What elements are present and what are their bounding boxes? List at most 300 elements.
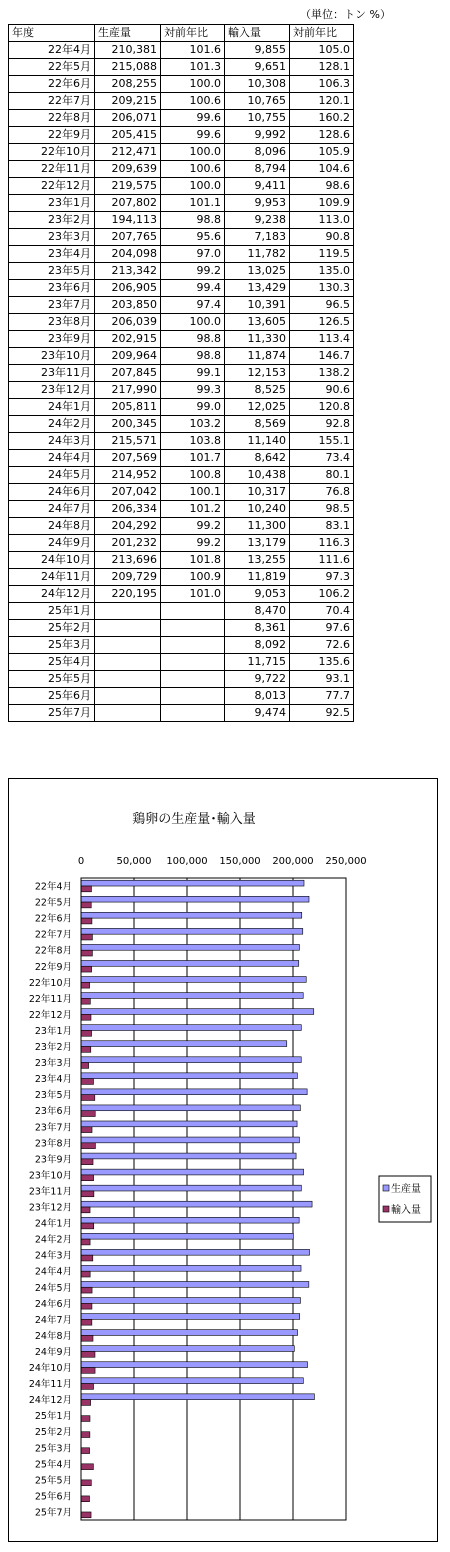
cell-import: 11,819 bbox=[225, 569, 290, 586]
bar-import bbox=[81, 902, 91, 908]
bar-import bbox=[81, 998, 90, 1004]
cell-import: 8,642 bbox=[225, 450, 290, 467]
cell-production: 207,042 bbox=[95, 484, 161, 501]
table-row bbox=[9, 671, 354, 688]
cell-period: 23年11月 bbox=[9, 365, 95, 382]
cell-production-yoy bbox=[161, 671, 225, 688]
category-label: 23年11月 bbox=[28, 1186, 72, 1198]
cell-import-yoy: 116.3 bbox=[290, 535, 354, 552]
cell-import: 9,855 bbox=[225, 42, 290, 59]
bar-import bbox=[81, 1191, 94, 1197]
category-label: 24年5月 bbox=[34, 1282, 72, 1294]
table-row bbox=[9, 535, 354, 552]
cell-period: 22年10月 bbox=[9, 144, 95, 161]
bar-import bbox=[81, 982, 90, 988]
cell-import-yoy: 105.9 bbox=[290, 144, 354, 161]
bar-import bbox=[81, 1448, 90, 1454]
cell-production: 206,071 bbox=[95, 110, 161, 127]
chart-title: 鶏卵の生産量･輸入量 bbox=[132, 812, 256, 827]
cell-production-yoy: 101.6 bbox=[161, 42, 225, 59]
bar-import bbox=[81, 1014, 91, 1020]
header-import-yoy: 対前年比 bbox=[290, 25, 354, 42]
bar-import bbox=[81, 1063, 89, 1069]
cell-period: 24年11月 bbox=[9, 569, 95, 586]
cell-import-yoy: 120.8 bbox=[290, 399, 354, 416]
cell-import: 8,361 bbox=[225, 620, 290, 637]
bar-import bbox=[81, 1079, 93, 1085]
cell-production-yoy: 103.8 bbox=[161, 433, 225, 450]
bar-production bbox=[81, 1185, 301, 1191]
cell-import: 9,053 bbox=[225, 586, 290, 603]
cell-import-yoy: 106.3 bbox=[290, 76, 354, 93]
table-header-row bbox=[9, 25, 354, 42]
table-row bbox=[9, 620, 354, 637]
table-row bbox=[9, 705, 354, 722]
cell-import: 10,240 bbox=[225, 501, 290, 518]
category-label: 22年12月 bbox=[28, 1009, 72, 1021]
cell-import: 13,605 bbox=[225, 314, 290, 331]
cell-production: 206,905 bbox=[95, 280, 161, 297]
category-label: 24年9月 bbox=[34, 1346, 72, 1358]
bar-production bbox=[81, 1009, 314, 1015]
category-label: 22年6月 bbox=[34, 913, 72, 925]
cell-import: 8,525 bbox=[225, 382, 290, 399]
cell-production: 194,113 bbox=[95, 212, 161, 229]
cell-import: 8,096 bbox=[225, 144, 290, 161]
table-row bbox=[9, 314, 354, 331]
cell-production-yoy: 101.7 bbox=[161, 450, 225, 467]
cell-import: 7,183 bbox=[225, 229, 290, 246]
bar-import bbox=[81, 1496, 89, 1502]
category-label: 23年6月 bbox=[34, 1106, 72, 1118]
bar-production bbox=[81, 1025, 301, 1031]
category-label: 22年4月 bbox=[34, 881, 72, 893]
cell-production: 202,915 bbox=[95, 331, 161, 348]
bar-import bbox=[81, 1287, 92, 1293]
cell-production bbox=[95, 688, 161, 705]
cell-import: 10,308 bbox=[225, 76, 290, 93]
table-row bbox=[9, 586, 354, 603]
cell-production-yoy: 100.8 bbox=[161, 467, 225, 484]
cell-production: 220,195 bbox=[95, 586, 161, 603]
bar-production bbox=[81, 1153, 296, 1159]
cell-period: 22年5月 bbox=[9, 59, 95, 76]
cell-import-yoy: 72.6 bbox=[290, 637, 354, 654]
cell-import-yoy: 92.8 bbox=[290, 416, 354, 433]
cell-period: 23年4月 bbox=[9, 246, 95, 263]
cell-production-yoy: 100.6 bbox=[161, 161, 225, 178]
category-label: 25年3月 bbox=[34, 1443, 72, 1455]
cell-period: 24年8月 bbox=[9, 518, 95, 535]
table-row bbox=[9, 178, 354, 195]
category-label: 22年5月 bbox=[34, 897, 72, 909]
cell-import: 13,179 bbox=[225, 535, 290, 552]
table-row bbox=[9, 654, 354, 671]
cell-production-yoy: 99.2 bbox=[161, 518, 225, 535]
cell-period: 24年12月 bbox=[9, 586, 95, 603]
cell-period: 22年9月 bbox=[9, 127, 95, 144]
category-label: 24年8月 bbox=[34, 1330, 72, 1342]
x-tick-label: 0 bbox=[77, 856, 85, 867]
category-label: 23年3月 bbox=[34, 1058, 72, 1070]
bar-production bbox=[81, 1362, 308, 1368]
legend-swatch-production bbox=[383, 1185, 389, 1191]
legend-label-import: 輸入量 bbox=[391, 1205, 421, 1216]
cell-import-yoy: 135.6 bbox=[290, 654, 354, 671]
cell-period: 24年2月 bbox=[9, 416, 95, 433]
cell-period: 23年6月 bbox=[9, 280, 95, 297]
cell-production: 206,039 bbox=[95, 314, 161, 331]
bar-import bbox=[81, 1480, 91, 1486]
cell-import-yoy: 98.5 bbox=[290, 501, 354, 518]
table-row bbox=[9, 93, 354, 110]
cell-import-yoy: 70.4 bbox=[290, 603, 354, 620]
cell-period: 24年3月 bbox=[9, 433, 95, 450]
bar-layer bbox=[81, 880, 314, 1518]
bar-production bbox=[81, 944, 299, 950]
bar-production bbox=[81, 1249, 310, 1255]
cell-production-yoy: 100.6 bbox=[161, 93, 225, 110]
table-row bbox=[9, 433, 354, 450]
cell-production: 207,765 bbox=[95, 229, 161, 246]
bar-import bbox=[81, 1239, 90, 1245]
cell-import-yoy: 138.2 bbox=[290, 365, 354, 382]
category-label: 23年9月 bbox=[34, 1154, 72, 1166]
x-tick-label: 250,000 bbox=[325, 856, 367, 867]
header-production-yoy: 対前年比 bbox=[161, 25, 225, 42]
category-label: 23年12月 bbox=[28, 1202, 72, 1214]
cell-period: 24年6月 bbox=[9, 484, 95, 501]
cell-production-yoy: 101.1 bbox=[161, 195, 225, 212]
table-row bbox=[9, 518, 354, 535]
table-row bbox=[9, 450, 354, 467]
table-row bbox=[9, 212, 354, 229]
cell-import-yoy: 120.1 bbox=[290, 93, 354, 110]
cell-import-yoy: 97.3 bbox=[290, 569, 354, 586]
bar-production bbox=[81, 1041, 287, 1047]
cell-period: 23年2月 bbox=[9, 212, 95, 229]
cell-period: 22年8月 bbox=[9, 110, 95, 127]
cell-import-yoy: 126.5 bbox=[290, 314, 354, 331]
cell-period: 24年4月 bbox=[9, 450, 95, 467]
table-row bbox=[9, 399, 354, 416]
cell-import: 11,874 bbox=[225, 348, 290, 365]
table-row bbox=[9, 382, 354, 399]
bar-production bbox=[81, 1265, 301, 1271]
cell-import: 10,391 bbox=[225, 297, 290, 314]
bar-production bbox=[81, 1105, 300, 1111]
category-label: 22年11月 bbox=[28, 993, 72, 1005]
cell-import-yoy: 113.0 bbox=[290, 212, 354, 229]
cell-period: 23年9月 bbox=[9, 331, 95, 348]
cell-production-yoy bbox=[161, 654, 225, 671]
category-label: 25年1月 bbox=[34, 1411, 72, 1423]
bar-import bbox=[81, 1111, 95, 1117]
cell-production: 205,415 bbox=[95, 127, 161, 144]
bar-production bbox=[81, 977, 306, 983]
cell-import-yoy: 73.4 bbox=[290, 450, 354, 467]
cell-import: 8,013 bbox=[225, 688, 290, 705]
bar-production bbox=[81, 993, 303, 999]
unit-note: （単位：トン %） bbox=[300, 8, 391, 21]
cell-production-yoy: 101.0 bbox=[161, 586, 225, 603]
bar-production bbox=[81, 1121, 297, 1127]
cell-import: 9,992 bbox=[225, 127, 290, 144]
bar-import bbox=[81, 1159, 93, 1165]
table-row bbox=[9, 484, 354, 501]
cell-production-yoy: 98.8 bbox=[161, 348, 225, 365]
cell-import-yoy: 106.2 bbox=[290, 586, 354, 603]
cell-production: 209,215 bbox=[95, 93, 161, 110]
cell-import-yoy: 135.0 bbox=[290, 263, 354, 280]
cell-import-yoy: 155.1 bbox=[290, 433, 354, 450]
x-tick-label: 100,000 bbox=[166, 856, 208, 867]
bar-import bbox=[81, 950, 92, 956]
cell-production: 219,575 bbox=[95, 178, 161, 195]
cell-production: 204,292 bbox=[95, 518, 161, 535]
header-import: 輸入量 bbox=[225, 25, 290, 42]
cell-production: 206,334 bbox=[95, 501, 161, 518]
cell-production: 207,845 bbox=[95, 365, 161, 382]
bar-import bbox=[81, 886, 91, 892]
category-label: 24年11月 bbox=[28, 1379, 72, 1391]
cell-import-yoy: 111.6 bbox=[290, 552, 354, 569]
bar-production bbox=[81, 1089, 307, 1095]
table-row bbox=[9, 603, 354, 620]
cell-import-yoy: 92.5 bbox=[290, 705, 354, 722]
cell-import: 11,715 bbox=[225, 654, 290, 671]
bar-import bbox=[81, 1223, 94, 1229]
cell-production bbox=[95, 637, 161, 654]
cell-production-yoy: 100.0 bbox=[161, 144, 225, 161]
cell-import: 11,330 bbox=[225, 331, 290, 348]
bar-import bbox=[81, 1207, 90, 1213]
legend-label-production: 生産量 bbox=[391, 1184, 421, 1195]
cell-import-yoy: 160.2 bbox=[290, 110, 354, 127]
cell-production-yoy: 99.2 bbox=[161, 535, 225, 552]
cell-period: 24年10月 bbox=[9, 552, 95, 569]
cell-production: 204,098 bbox=[95, 246, 161, 263]
cell-period: 25年3月 bbox=[9, 637, 95, 654]
bar-import bbox=[81, 1400, 91, 1406]
cell-import: 13,429 bbox=[225, 280, 290, 297]
cell-production: 207,802 bbox=[95, 195, 161, 212]
bar-production bbox=[81, 1378, 303, 1384]
cell-import: 9,651 bbox=[225, 59, 290, 76]
cell-production: 208,255 bbox=[95, 76, 161, 93]
category-labels bbox=[29, 881, 72, 1519]
cell-period: 24年5月 bbox=[9, 467, 95, 484]
category-label: 24年4月 bbox=[34, 1266, 72, 1278]
cell-production-yoy: 99.4 bbox=[161, 280, 225, 297]
table-row bbox=[9, 195, 354, 212]
cell-production-yoy: 103.2 bbox=[161, 416, 225, 433]
bar-production bbox=[81, 1298, 300, 1304]
cell-production bbox=[95, 705, 161, 722]
cell-production: 210,381 bbox=[95, 42, 161, 59]
cell-import-yoy: 83.1 bbox=[290, 518, 354, 535]
cell-production-yoy bbox=[161, 603, 225, 620]
bar-import bbox=[81, 1271, 90, 1277]
grid-layer bbox=[134, 878, 293, 1520]
bar-production bbox=[81, 912, 302, 918]
cell-import-yoy: 105.0 bbox=[290, 42, 354, 59]
bar-import bbox=[81, 1432, 90, 1438]
cell-production-yoy bbox=[161, 688, 225, 705]
cell-import: 8,470 bbox=[225, 603, 290, 620]
cell-import-yoy: 109.9 bbox=[290, 195, 354, 212]
cell-production-yoy: 100.0 bbox=[161, 314, 225, 331]
category-label: 22年10月 bbox=[28, 977, 72, 989]
table-row bbox=[9, 297, 354, 314]
cell-production bbox=[95, 603, 161, 620]
cell-import: 9,474 bbox=[225, 705, 290, 722]
bar-import bbox=[81, 1384, 94, 1390]
cell-import: 11,300 bbox=[225, 518, 290, 535]
category-label: 24年10月 bbox=[28, 1363, 72, 1375]
cell-production-yoy: 97.0 bbox=[161, 246, 225, 263]
category-label: 23年1月 bbox=[34, 1025, 72, 1037]
cell-period: 25年2月 bbox=[9, 620, 95, 637]
cell-import: 8,794 bbox=[225, 161, 290, 178]
cell-production-yoy: 100.1 bbox=[161, 484, 225, 501]
table-row bbox=[9, 365, 354, 382]
category-label: 25年6月 bbox=[34, 1491, 72, 1503]
table-row bbox=[9, 280, 354, 297]
bar-import bbox=[81, 1351, 95, 1357]
cell-production: 213,696 bbox=[95, 552, 161, 569]
cell-import: 10,765 bbox=[225, 93, 290, 110]
bar-import bbox=[81, 1255, 93, 1261]
category-label: 25年5月 bbox=[34, 1475, 72, 1487]
bar-import bbox=[81, 1512, 91, 1518]
table-row bbox=[9, 263, 354, 280]
bar-import bbox=[81, 918, 92, 924]
cell-period: 22年12月 bbox=[9, 178, 95, 195]
cell-period: 25年1月 bbox=[9, 603, 95, 620]
cell-period: 25年6月 bbox=[9, 688, 95, 705]
cell-production-yoy: 101.3 bbox=[161, 59, 225, 76]
category-label: 25年4月 bbox=[34, 1459, 72, 1471]
cell-production: 200,345 bbox=[95, 416, 161, 433]
cell-production: 209,729 bbox=[95, 569, 161, 586]
cell-production bbox=[95, 620, 161, 637]
cell-period: 22年4月 bbox=[9, 42, 95, 59]
cell-period: 22年6月 bbox=[9, 76, 95, 93]
category-label: 22年7月 bbox=[34, 929, 72, 941]
table-row bbox=[9, 246, 354, 263]
table-row bbox=[9, 552, 354, 569]
bar-production bbox=[81, 1217, 299, 1223]
egg-production-import-chart bbox=[9, 779, 439, 1543]
cell-period: 23年8月 bbox=[9, 314, 95, 331]
cell-import-yoy: 90.8 bbox=[290, 229, 354, 246]
cell-import-yoy: 76.8 bbox=[290, 484, 354, 501]
cell-period: 23年10月 bbox=[9, 348, 95, 365]
cell-period: 23年12月 bbox=[9, 382, 95, 399]
header-production: 生産量 bbox=[95, 25, 161, 42]
cell-production: 209,964 bbox=[95, 348, 161, 365]
cell-import: 9,722 bbox=[225, 671, 290, 688]
cell-import: 10,755 bbox=[225, 110, 290, 127]
cell-import: 13,025 bbox=[225, 263, 290, 280]
cell-production-yoy: 99.1 bbox=[161, 365, 225, 382]
cell-period: 24年9月 bbox=[9, 535, 95, 552]
table-row bbox=[9, 127, 354, 144]
table-row bbox=[9, 161, 354, 178]
cell-production-yoy: 99.2 bbox=[161, 263, 225, 280]
cell-production-yoy: 99.6 bbox=[161, 127, 225, 144]
cell-import: 8,092 bbox=[225, 637, 290, 654]
cell-import-yoy: 80.1 bbox=[290, 467, 354, 484]
cell-import: 10,438 bbox=[225, 467, 290, 484]
cell-import-yoy: 104.6 bbox=[290, 161, 354, 178]
cell-import-yoy: 98.6 bbox=[290, 178, 354, 195]
table-body bbox=[9, 42, 354, 722]
cell-production: 214,952 bbox=[95, 467, 161, 484]
bar-production bbox=[81, 896, 309, 902]
category-label: 24年6月 bbox=[34, 1298, 72, 1310]
category-label: 23年2月 bbox=[34, 1042, 72, 1054]
cell-production-yoy: 100.9 bbox=[161, 569, 225, 586]
cell-period: 23年5月 bbox=[9, 263, 95, 280]
cell-period: 23年1月 bbox=[9, 195, 95, 212]
cell-production-yoy: 99.0 bbox=[161, 399, 225, 416]
cell-period: 25年7月 bbox=[9, 705, 95, 722]
cell-production-yoy bbox=[161, 705, 225, 722]
cell-production: 207,569 bbox=[95, 450, 161, 467]
x-tick-label: 200,000 bbox=[272, 856, 314, 867]
table-row bbox=[9, 348, 354, 365]
cell-production-yoy: 98.8 bbox=[161, 331, 225, 348]
cell-production-yoy: 100.0 bbox=[161, 76, 225, 93]
bar-import bbox=[81, 1030, 92, 1036]
bar-production bbox=[81, 1330, 298, 1336]
category-label: 25年2月 bbox=[34, 1427, 72, 1439]
table-row bbox=[9, 331, 354, 348]
cell-production: 213,342 bbox=[95, 263, 161, 280]
bar-import bbox=[81, 1335, 93, 1341]
cell-production-yoy: 99.6 bbox=[161, 110, 225, 127]
bar-production bbox=[81, 1073, 297, 1079]
chart-frame bbox=[8, 778, 438, 1542]
bar-import bbox=[81, 934, 92, 940]
cell-period: 23年7月 bbox=[9, 297, 95, 314]
cell-period: 24年7月 bbox=[9, 501, 95, 518]
bar-import bbox=[81, 1416, 90, 1422]
bar-import bbox=[81, 1464, 93, 1470]
cell-import: 9,953 bbox=[225, 195, 290, 212]
category-label: 24年12月 bbox=[28, 1395, 72, 1407]
bar-production bbox=[81, 960, 299, 966]
legend bbox=[379, 1176, 431, 1222]
table-row bbox=[9, 144, 354, 161]
bar-import bbox=[81, 1303, 92, 1309]
cell-production bbox=[95, 654, 161, 671]
category-label: 23年8月 bbox=[34, 1138, 72, 1150]
table-row bbox=[9, 229, 354, 246]
cell-production: 215,571 bbox=[95, 433, 161, 450]
cell-period: 22年11月 bbox=[9, 161, 95, 178]
category-label: 23年7月 bbox=[34, 1122, 72, 1134]
bar-production bbox=[81, 1314, 300, 1320]
bar-import bbox=[81, 1047, 91, 1053]
cell-production: 205,811 bbox=[95, 399, 161, 416]
bar-production bbox=[81, 1201, 312, 1207]
table-row bbox=[9, 42, 354, 59]
bar-production bbox=[81, 1137, 299, 1143]
cell-import-yoy: 119.5 bbox=[290, 246, 354, 263]
